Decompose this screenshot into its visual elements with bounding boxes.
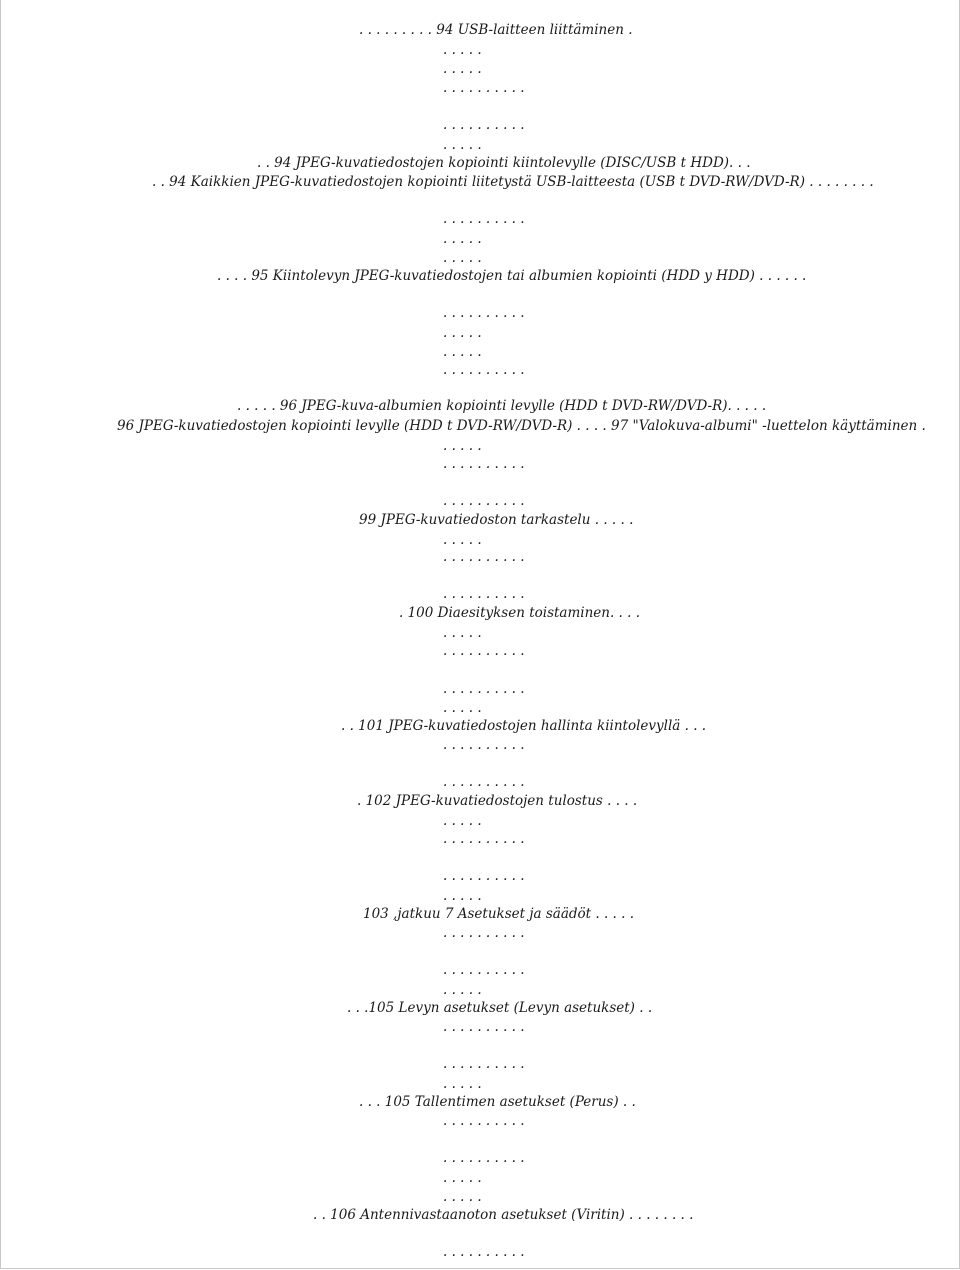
toc-line: . . . . . <box>443 532 482 548</box>
toc-line: . . . . . <box>443 137 482 153</box>
toc-line: . . 106 Antennivastaanoton asetukset (Viritin) . . . . . . . . <box>313 1207 694 1223</box>
toc-line: . . . . . <box>443 438 482 454</box>
toc-line: . . . . . . . . . . <box>443 925 525 941</box>
toc-line: . . . . . <box>443 625 482 641</box>
toc-line: . . . . . . . . . 94 USB-laitteen liittäminen . <box>359 22 633 38</box>
toc-line: . . . . . <box>443 700 482 716</box>
toc-line: . . .105 Levyn asetukset (Levyn asetukset) . . <box>347 1000 653 1016</box>
toc-line: . . . . . <box>443 250 482 266</box>
toc-line: . . . . . . . . . . <box>443 1056 525 1072</box>
toc-line: . . 94 JPEG-kuvatiedostojen kopiointi kiintolevylle (DISC/USB t HDD). . . <box>257 155 751 171</box>
toc-line: . . . . . . . . . . <box>443 1244 525 1260</box>
toc-line: . . . . . . . . . . <box>443 456 525 472</box>
toc-line: . . . . . <box>443 231 482 247</box>
toc-line: . . . . . . . . . . <box>443 211 525 227</box>
toc-line: 103 ,jatkuu 7 Asetukset ja säädöt . . . . . <box>363 906 635 922</box>
toc-line: . . . . . . . . . . <box>443 868 525 884</box>
toc-line: 96 JPEG-kuvatiedostojen kopiointi levylle (HDD t DVD-RW/DVD-R) . . . . 97 "Valokuva-albumi" -luettelon käyttäminen . <box>117 418 926 434</box>
toc-line: . . . . . . . . . . <box>443 1019 525 1035</box>
toc-line: . . . . . . . . . . <box>443 962 525 978</box>
toc-line: . . . . . <box>443 344 482 360</box>
toc-line: . . . . . . . . . . <box>443 80 525 96</box>
toc-line: . . . . . <box>443 61 482 77</box>
toc-line: . . . . . . . . . . <box>443 586 525 602</box>
toc-line: . . . . . <box>443 1189 482 1205</box>
toc-line: 99 JPEG-kuvatiedoston tarkastelu . . . . . <box>359 512 634 528</box>
toc-line: . . . . . <box>443 1076 482 1092</box>
toc-line: . . . . . . . . . . <box>443 549 525 565</box>
toc-line: . . 94 Kaikkien JPEG-kuvatiedostojen kopiointi liitetystä USB-laitteesta (USB t DVD-RW/DVD-R) . . . . . . . . <box>152 174 874 190</box>
toc-line: . . . . . <box>443 325 482 341</box>
toc-line: . 102 JPEG-kuvatiedostojen tulostus . . . . <box>357 793 638 809</box>
toc-line: . . . . . . . . . . <box>443 643 525 659</box>
toc-line: . . . . . <box>443 1170 482 1186</box>
toc-line: . . . . . . . . . . <box>443 737 525 753</box>
toc-line: . . . . . . . . . . <box>443 1113 525 1129</box>
toc-line: . . . . . . . . . . <box>443 305 525 321</box>
toc-line: . . . . . . . . . . <box>443 493 525 509</box>
toc-line: . . . . 95 Kiintolevyn JPEG-kuvatiedostojen tai albumien kopiointi (HDD y HDD) . . . . . . <box>217 268 807 284</box>
toc-line: . . . . . <box>443 813 482 829</box>
toc-line: . . . . . <box>443 888 482 904</box>
toc-line: . . . . . <box>443 982 482 998</box>
toc-line: . . . . . . . . . . <box>443 774 525 790</box>
toc-line: . . . . . <box>443 42 482 58</box>
toc-line: . . . . . . . . . . <box>443 362 525 378</box>
toc-line: . 100 Diaesityksen toistaminen. . . . <box>399 605 641 621</box>
toc-line: . . . . . . . . . . <box>443 1150 525 1166</box>
toc-line: . . . . . 96 JPEG-kuva-albumien kopiointi levylle (HDD t DVD-RW/DVD-R). . . . . <box>237 398 767 414</box>
toc-line: . . . . . . . . . . <box>443 831 525 847</box>
toc-line: . . . . . . . . . . <box>443 681 525 697</box>
toc-line: . . . . . . . . . . <box>443 117 525 133</box>
toc-line: . . 101 JPEG-kuvatiedostojen hallinta kiintolevyllä . . . <box>341 718 707 734</box>
toc-line: . . . 105 Tallentimen asetukset (Perus) . . <box>359 1094 636 1110</box>
